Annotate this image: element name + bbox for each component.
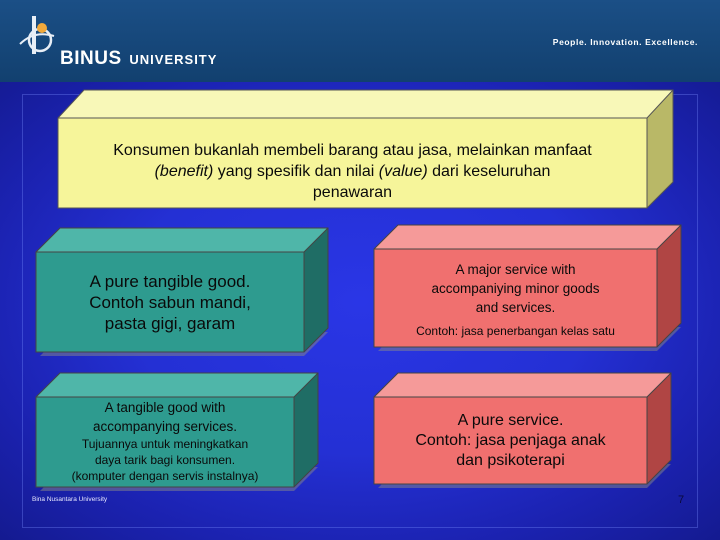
header-bar <box>0 0 720 82</box>
logo-brand: BINUS <box>60 48 122 69</box>
major-service-example: Contoh: jasa penerbangan kelas satu <box>416 323 615 338</box>
major-service-line-1: A major service with <box>455 261 576 277</box>
pure-service-line-2: Contoh: jasa penjaga anak <box>415 431 606 449</box>
pure-service-line-3: dan psikoterapi <box>456 451 565 469</box>
major-service-box <box>374 225 681 351</box>
main-line-2 <box>155 161 551 182</box>
tangible-with-services-box <box>36 373 318 491</box>
tangible-services-line-3: Tujuannya untuk meningkatkan <box>81 437 249 451</box>
logo-brand-suffix: UNIVERSITY <box>129 52 218 67</box>
tangible-services-line-1: A tangible good with <box>104 400 226 415</box>
footer-note: Bina Nusantara University <box>32 496 108 503</box>
main-line-1: Konsumen bukanlah membeli barang atau jasa, melainkan manfaat <box>113 141 592 159</box>
tangible-services-line-4: daya tarik bagi konsumen. <box>94 453 236 467</box>
pure-service-box <box>374 373 671 488</box>
tangible-services-line-5: (komputer dengan servis instalnya) <box>71 469 259 483</box>
pure-service-line-1: A pure service. <box>457 411 564 429</box>
page-number: 7 <box>678 494 685 506</box>
pure-tangible-line-3: pasta gigi, garam <box>104 313 236 333</box>
major-service-line-3: and services. <box>475 299 556 315</box>
main-line-2-mid: yang spesifik dan nilai <box>213 162 379 180</box>
main-statement-box <box>58 90 673 212</box>
tagline: People. Innovation. Excellence. <box>552 37 698 47</box>
logo-mark-icon <box>14 14 58 66</box>
main-line-2-end: dari keseluruhan <box>427 162 551 180</box>
main-value-term: (value) <box>378 162 428 180</box>
major-service-line-2: accompaniying minor goods <box>431 280 600 296</box>
main-line-3: penawaran <box>312 183 393 201</box>
main-benefit-term: (benefit) <box>154 162 214 180</box>
pure-tangible-line-1: A pure tangible good. <box>89 271 251 291</box>
binus-logo <box>14 14 218 74</box>
tangible-services-line-2: accompanying services. <box>92 419 238 434</box>
pure-tangible-good-box <box>36 228 328 356</box>
pure-tangible-line-2: Contoh sabun mandi, <box>89 292 251 312</box>
logo-wordmark <box>60 48 217 70</box>
